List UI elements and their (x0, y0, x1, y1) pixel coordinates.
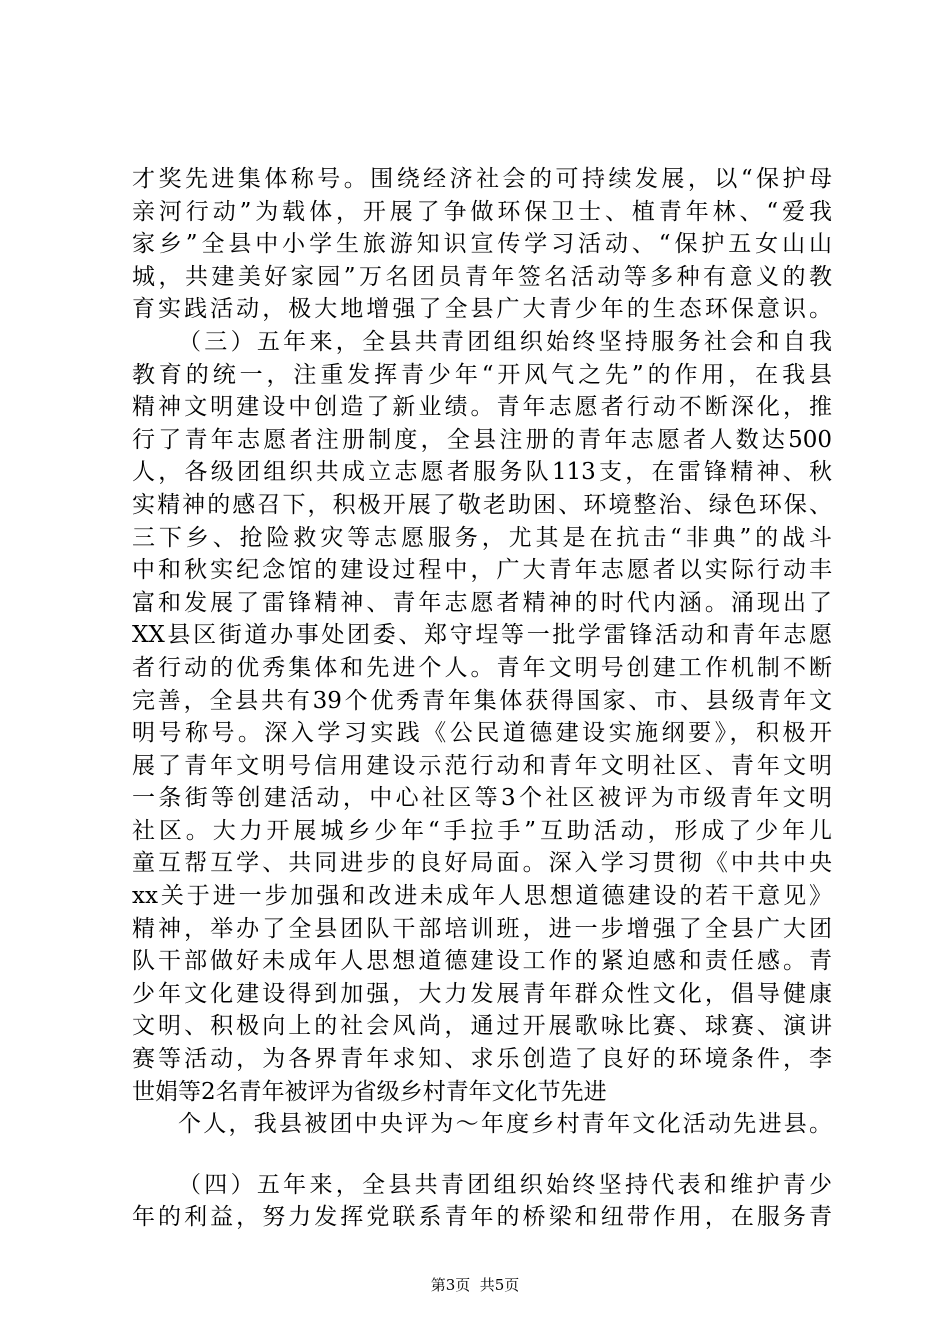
paragraph-section-four (132, 1169, 832, 1234)
text-line: 人，各级团组织共成立志愿者服务队113支，在雷锋精神、秋 (132, 459, 832, 486)
text-line: 明号称号。深入学习实践《公民道德建设实施纲要》，积极开 (132, 720, 832, 747)
text-line: 三下乡、抢险救灾等志愿服务，尤其是在抗击“非典”的战斗 (132, 524, 832, 551)
text-line: （三）五年来，全县共青团组织始终坚持服务社会和自我 (178, 328, 832, 355)
paragraph-award-sentence (132, 1108, 832, 1141)
text-line: 行了青年志愿者注册制度，全县注册的青年志愿者人数达500 (132, 426, 832, 453)
text-line: 队干部做好未成年人思想道德建设工作的紧迫感和责任感。青 (132, 948, 832, 975)
text-line: 赛等活动，为各界青年求知、求乐创造了良好的环境条件，李 (132, 1046, 832, 1073)
text-line: 世娟等2名青年被评为省级乡村青年文化节先进 (132, 1078, 607, 1105)
text-line: 育实践活动，极大地增强了全县广大青少年的生态环保意识。 (132, 296, 832, 323)
text-line: 少年文化建设得到加强，大力发展青年群众性文化，倡导健康 (132, 980, 832, 1007)
text-line: 完善，全县共有39个优秀青年集体获得国家、市、县级青年文 (132, 687, 832, 714)
text-line: 教育的统一，注重发挥青少年“开风气之先”的作用，在我县 (132, 361, 832, 388)
text-line: 一条街等创建活动，中心社区等3个社区被评为市级青年文明 (132, 785, 832, 812)
text-line: 中和秋实纪念馆的建设过程中，广大青年志愿者以实际行动丰 (132, 557, 832, 584)
text-line: 精神，举办了全县团队干部培训班，进一步增强了全县广大团 (132, 915, 832, 942)
text-line: 富和发展了雷锋精神、青年志愿者精神的时代内涵。涌现出了 (132, 589, 832, 616)
paragraph-spacer (132, 1141, 832, 1169)
text-line: XX县区街道办事处团委、郑守埕等一批学雷锋活动和青年志愿 (132, 622, 832, 649)
text-line: 城，共建美好家园”万名团员青年签名活动等多种有意义的教 (132, 263, 832, 290)
text-line: 展了青年文明号信用建设示范行动和青年文明社区、青年文明 (132, 752, 832, 779)
text-line: （四）五年来，全县共青团组织始终坚持代表和维护青少 (178, 1171, 832, 1198)
text-line: 家乡”全县中小学生旅游知识宣传学习活动、“保护五女山山 (132, 231, 832, 258)
page-number-footer: 第3页 共5页 (430, 1276, 520, 1294)
text-line: 亲河行动”为载体，开展了争做环保卫士、植青年林、“爱我 (132, 198, 832, 225)
text-line: 童互帮互学、共同进步的良好局面。深入学习贯彻《中共中央 (132, 850, 832, 877)
text-line: 者行动的优秀集体和先进个人。青年文明号创建工作机制不断 (132, 654, 832, 681)
text-line: 文明、积极向上的社会风尚，通过开展歌咏比赛、球赛、演讲 (132, 1013, 832, 1040)
text-line: 实精神的感召下，积极开展了敬老助困、环境整治、绿色环保、 (132, 491, 832, 518)
paragraph-continuation (132, 163, 832, 326)
text-line: 社区。大力开展城乡少年“手拉手”互助活动，形成了少年儿 (132, 817, 832, 844)
text-line: 精神文明建设中创造了新业绩。青年志愿者行动不断深化，推 (132, 394, 832, 421)
text-line: 年的利益，努力发挥党联系青年的桥梁和纽带作用，在服务青 (132, 1204, 832, 1231)
paragraph-section-three (132, 326, 832, 1108)
text-line: xx关于进一步加强和改进未成年人思想道德建设的若干意见》 (132, 883, 832, 910)
text-line: 才奖先进集体称号。围绕经济社会的可持续发展，以“保护母 (132, 166, 832, 192)
document-body (132, 163, 832, 1234)
text-line: 个人，我县被团中央评为～年度乡村青年文化活动先进县。 (178, 1111, 832, 1138)
